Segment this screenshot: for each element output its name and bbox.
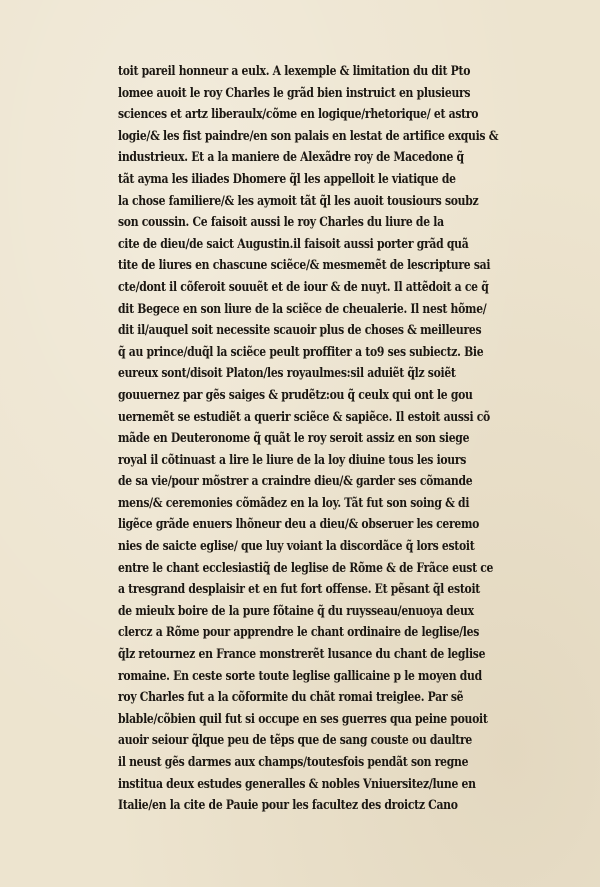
text-line: a tresgrand desplaisir et en fut fort offense. Et pẽsant q̃l estoit (118, 581, 480, 597)
text-line: Italie/en la cite de Pauie pour les facultez des droictz Cano (118, 797, 458, 813)
text-line: de sa vie/pour mõstrer a craindre dieu/& garder ses cõmande (118, 473, 473, 489)
text-line: tite de liures en chascune sciẽce/& mesmemẽt de lescripture sai (118, 257, 491, 273)
text-line: dit Begece en son liure de la sciẽce de cheualerie. Il nest hõme/ (118, 300, 487, 316)
text-line: industrieux. Et a la maniere de Alexãdre roy de Macedone q̃ (118, 149, 464, 165)
text-line: nies de saicte eglise/ que luy voiant la discordãce q̃ lors estoit (118, 538, 475, 554)
text-line: de mieulx boire de la pure fõtaine q̃ du ruysseau/enuoya deux (118, 602, 474, 618)
text-line: il neust gẽs darmes aux champs/toutesfois pendãt son regne (118, 754, 469, 769)
text-line: ligẽce grãde enuers lhõneur deu a dieu/& obseruer les ceremo (118, 516, 480, 532)
text-line: romaine. En ceste sorte toute leglise gallicaine p le moyen dud (118, 667, 482, 683)
text-line: royal il cõtinuast a lire le liure de la loy diuine tous les iours (118, 451, 467, 467)
text-line: tãt ayma les iliades Dhomere q̃l les appelloit le viatique de (118, 170, 456, 186)
text-line: eureux sont/disoit Platon/les royaulmes:sil aduiẽt q̃lz soiẽt (118, 365, 456, 381)
text-line: gouuernez par gẽs saiges & prudẽtz:ou q̃ ceulx qui ont le gou (118, 386, 473, 402)
text-line: clercz a Rõme pour apprendre le chant ordinaire de leglise/les (118, 624, 480, 640)
text-line: cte/dont il cõferoit souuẽt et de iour & de nuyt. Il attẽdoit a ce q̃ (118, 278, 489, 294)
text-line: auoir seiour q̃lque peu de tẽps que de sang couste ou daultre (118, 732, 472, 748)
text-line: son coussin. Ce faisoit aussi le roy Charles du liure de la (118, 214, 444, 230)
text-line: entre le chant ecclesiastiq̃ de leglise de Rõme & de Frãce eust ce (118, 559, 494, 575)
text-line: q̃ au prince/duq̃l la sciẽce peult proffiter a to9 ses subiectz. Bie (118, 343, 484, 359)
text-line: lomee auoit le roy Charles le grãd bien instruict en plusieurs (118, 84, 471, 100)
text-line: logie/& les fist paindre/en son palais en lestat de artifice exquis & (118, 127, 499, 143)
text-line: uernemẽt se estudiẽt a querir sciẽce & sapiẽce. Il estoit aussi cõ (118, 408, 490, 424)
text-line: cite de dieu/de saict Augustin.il faisoit aussi porter grãd quã (118, 235, 469, 251)
text-line: q̃lz retournez en France monstrerẽt lusance du chant de leglise (118, 646, 486, 662)
text-line: dit il/auquel soit necessite scauoir plus de choses & meilleures (118, 322, 482, 338)
text-line: institua deux estudes generalles & nobles Vniuersitez/lune en (118, 775, 476, 791)
text-line: roy Charles fut a la cõformite du chãt romai treiglee. Par sẽ (118, 689, 464, 705)
text-line: toit pareil honneur a eulx. A lexemple & limitation du dit Pto (118, 63, 471, 78)
text-line: sciences et artz liberaulx/cõme en logique/rhetorique/ et astro (118, 106, 479, 122)
text-line: la chose familiere/& les aymoit tãt q̃l les auoit tousiours soubz (118, 192, 479, 208)
text-line: blable/cõbien quil fut si occupe en ses guerres qua peine pouoit (118, 710, 488, 726)
text-line: mens/& ceremonies cõmãdez en la loy. Tãt fut son soing & di (118, 494, 470, 510)
text-column (118, 60, 548, 813)
text-line: mãde en Deuteronome q̃ quãt le roy seroit assiz en son siege (118, 430, 470, 446)
